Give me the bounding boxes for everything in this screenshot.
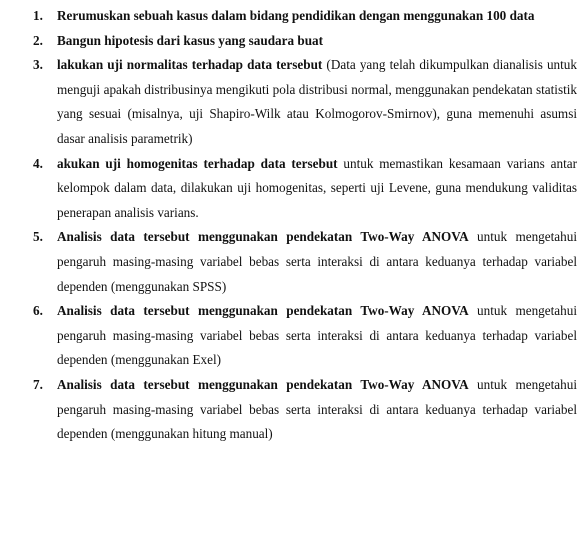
item-text: untuk memastikan kesamaan varians antar kelompok dalam data, dilakukan uji homogenitas, seperti uji Levene, guna mendukung validitas penerapan analisis varians. — [57, 155, 577, 220]
item-number: 6. — [33, 303, 43, 319]
item-number: 1. — [33, 8, 43, 23]
list-item-6 — [0, 299, 586, 373]
item-heading: Analisis data tersebut menggunakan pendekatan Two-Way ANOVA — [57, 376, 469, 392]
item-number: 4. — [33, 155, 43, 171]
item-number: 2. — [33, 32, 43, 48]
item-text: untuk mengetahui pengaruh masing-masing variabel bebas serta interaksi di antara keduanya terhadap variabel dependen (menggunakan SPSS) — [57, 229, 577, 294]
task-list — [0, 4, 586, 447]
item-heading: Analisis data tersebut menggunakan pendekatan Two-Way ANOVA — [57, 303, 469, 319]
list-item-3 — [0, 53, 586, 151]
item-text: untuk mengetahui pengaruh masing-masing variabel bebas serta interaksi di antara keduanya terhadap variabel dependen (menggunakan hitung manual) — [57, 376, 577, 442]
item-text: (Data yang telah dikumpulkan dianalisis untuk menguji apakah distribusinya mengikuti pola distribusi normal, menggunakan pendekatan statistik yang sesuai (misalnya, uji Shapiro-Wilk atau Kolmogorov-Smirnov), guna memenuhi asumsi dasar analisis parametrik) — [57, 57, 577, 146]
item-text: untuk mengetahui pengaruh masing-masing variabel bebas serta interaksi di antara keduanya terhadap variabel dependen (menggunakan Exel) — [57, 303, 577, 368]
list-item-1 — [0, 4, 586, 29]
list-item-4 — [0, 152, 586, 226]
document-page — [0, 4, 586, 447]
list-item-2 — [0, 29, 586, 54]
list-item-7 — [0, 373, 586, 447]
item-heading: Analisis data tersebut menggunakan pendekatan Two-Way ANOVA — [57, 229, 469, 245]
item-heading: Rerumuskan sebuah kasus dalam bidang pendidikan dengan menggunakan 100 data — [57, 8, 535, 23]
item-number: 3. — [33, 57, 43, 73]
item-number: 7. — [33, 376, 43, 392]
item-heading: Bangun hipotesis dari kasus yang saudara buat — [57, 32, 324, 48]
item-heading: akukan uji homogenitas terhadap data tersebut — [57, 155, 338, 171]
item-number: 5. — [33, 229, 43, 245]
item-heading: lakukan uji normalitas terhadap data tersebut — [57, 57, 323, 73]
list-item-5 — [0, 225, 586, 299]
